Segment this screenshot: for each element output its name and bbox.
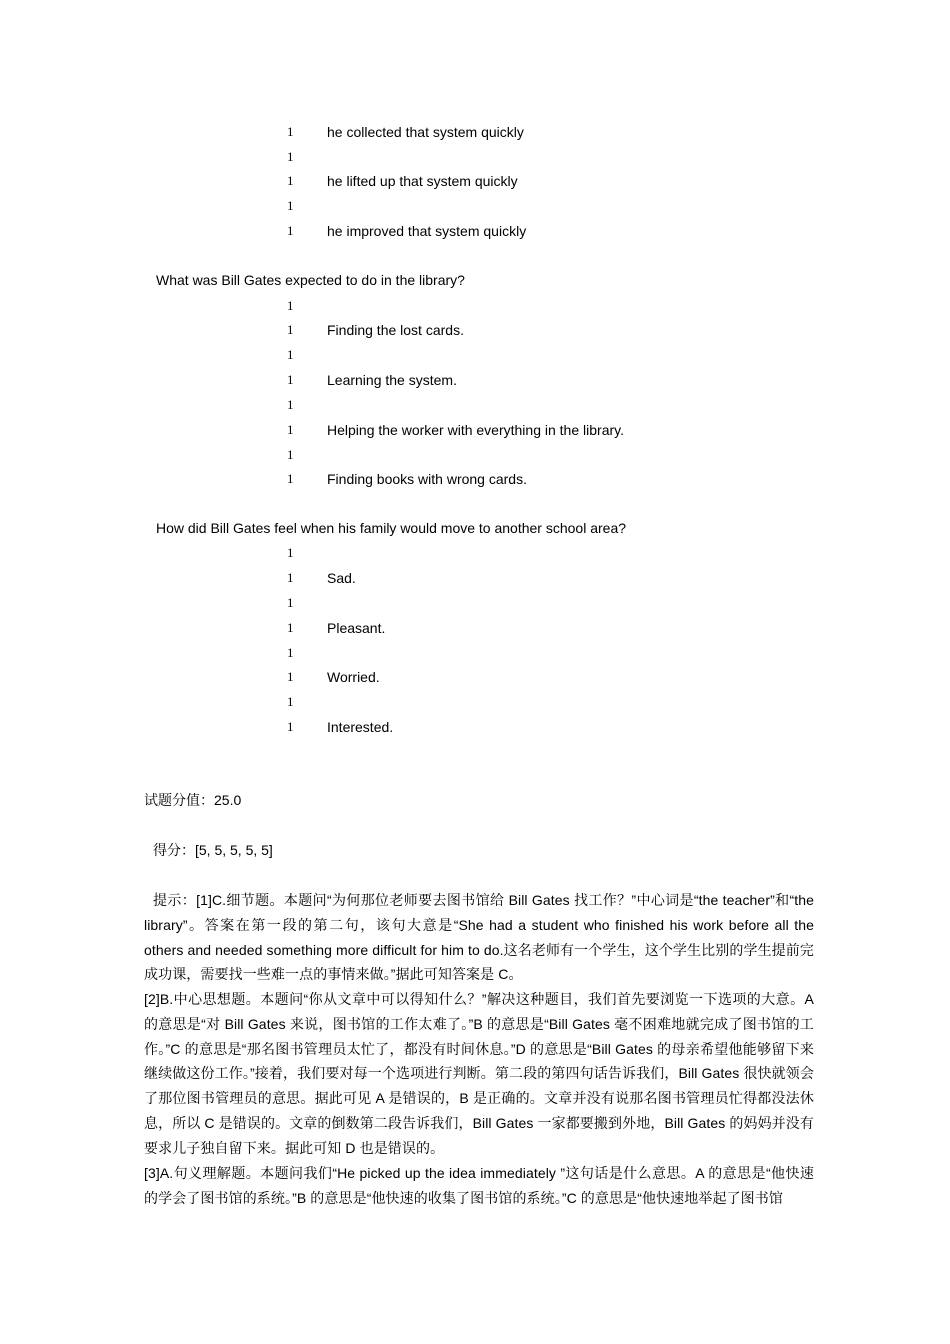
option-marker: 1 — [287, 570, 294, 585]
hint-paragraph: [3]A.句义理解题。本题问我们“He picked up the idea immediately ”这句话是什么意思。A 的意思是“他快速的学会了图书馆的系统。”B 的意思是“他快速的收集了图书馆的系统。”C 的意思是“他快速地举起了图书馆 — [144, 1165, 814, 1206]
option-marker: 1 — [287, 322, 294, 337]
option-text: Finding the lost cards. — [327, 322, 464, 338]
hint-paragraph: 提示：[1]C.细节题。本题问“为何那位老师要去图书馆给 Bill Gates 找工作？”中心词是“the teacher”和“the library”。答案在第一段的第二句，该句大意是“She had a student who finished his work before all the others and needed something more difficult for him to do.这名老师有一个学生，这个学生比别的学生提前完成功课，需要找一些难一点的事情来做。”据此可知答案是 C。 — [144, 892, 814, 983]
question-text: What was Bill Gates expected to do in the library? — [156, 272, 465, 288]
option-marker: 1 — [287, 669, 294, 684]
option-marker: 1 — [287, 397, 294, 412]
score-value: 试题分值：25.0 — [144, 792, 242, 808]
option-marker: 1 — [287, 620, 294, 635]
hint-paragraph: [2]B.中心思想题。本题问“你从文章中可以得知什么？”解决这种题目，我们首先要浏览一下选项的大意。A 的意思是“对 Bill Gates 来说，图书馆的工作太难了。”B 的意思是“Bill Gates 毫不困难地就完成了图书馆的工作。”C 的意思是“那名图书管理员太忙了，都没有时间休息。”D 的意思是“Bill Gates 的母亲希望他能够留下来继续做这份工作。”接着，我们要对每一个选项进行判断。第二段的第四句话告诉我们，Bill Gates 很快就领会了那位图书管理员的意思。据此可见 A 是错误的，B 是正确的。文章并没有说那名图书管理员忙得都没法休息，所以 C 是错误的。文章的倒数第二段告诉我们，Bill Gates 一家都要搬到外地，Bill Gates 的妈妈并没有要求儿子独自留下来。据此可知 D 也是错误的。 — [144, 991, 814, 1156]
question-text: How did Bill Gates feel when his family would move to another school area? — [156, 520, 627, 536]
option-text: Finding books with wrong cards. — [327, 471, 527, 487]
option-marker: 1 — [287, 347, 294, 362]
option-marker: 1 — [287, 719, 294, 734]
option-marker: 1 — [287, 198, 294, 213]
option-text: Helping the worker with everything in the library. — [327, 422, 624, 438]
option-marker: 1 — [287, 471, 294, 486]
option-text: Learning the system. — [327, 372, 457, 388]
option-marker: 1 — [287, 422, 294, 437]
score-obtained: 得分：[5, 5, 5, 5, 5] — [153, 842, 273, 858]
option-text: he collected that system quickly — [327, 124, 524, 140]
option-marker: 1 — [287, 447, 294, 462]
option-marker: 1 — [287, 149, 294, 164]
option-text: Interested. — [327, 719, 394, 735]
option-text: Worried. — [327, 669, 380, 685]
option-marker: 1 — [287, 223, 294, 238]
option-text: Sad. — [327, 570, 356, 586]
option-marker: 1 — [287, 645, 294, 660]
option-marker: 1 — [287, 694, 294, 709]
option-marker: 1 — [287, 298, 294, 313]
option-marker: 1 — [287, 595, 294, 610]
option-marker: 1 — [287, 545, 294, 560]
option-marker: 1 — [287, 124, 294, 139]
option-text: he lifted up that system quickly — [327, 173, 518, 189]
option-marker: 1 — [287, 372, 294, 387]
option-text: he improved that system quickly — [327, 223, 527, 239]
option-text: Pleasant. — [327, 620, 386, 636]
option-marker: 1 — [287, 173, 294, 188]
